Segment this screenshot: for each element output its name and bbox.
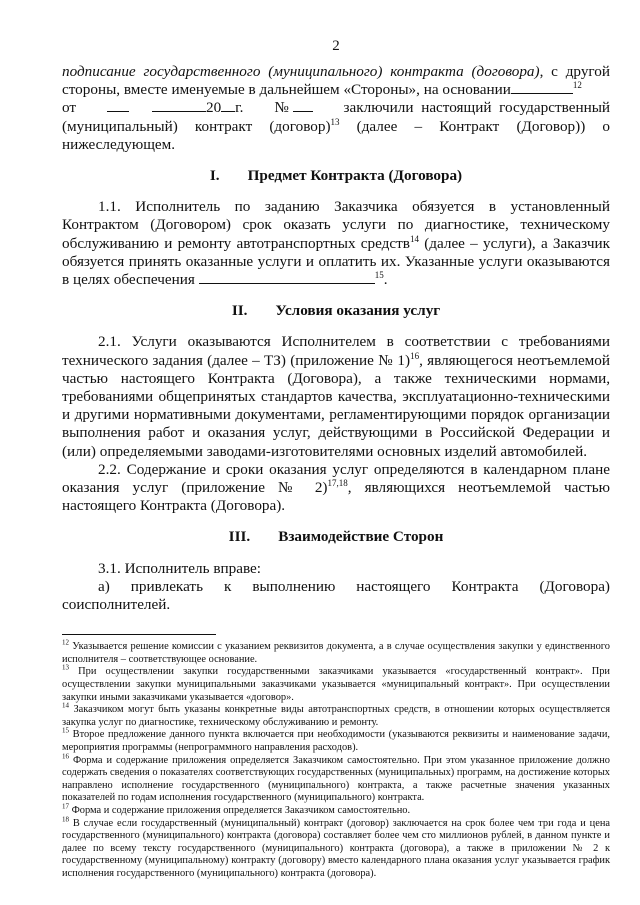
footnote-number: 17 [62, 802, 69, 811]
basis-blank [511, 81, 573, 94]
purpose-blank [199, 271, 375, 284]
year-blank [221, 99, 235, 112]
number-blank [293, 99, 313, 112]
section-2-number: II. [231, 302, 248, 320]
year-suffix: г. [235, 99, 244, 117]
section-3-title: Взаимодействие Сторон [278, 528, 444, 546]
footnotes [62, 638, 610, 880]
clause-2-2 [62, 461, 610, 516]
footnote-number: 14 [62, 701, 69, 710]
section-3-heading [62, 528, 610, 546]
footnote-14 [62, 701, 610, 729]
footnote-12 [62, 638, 610, 666]
footnote-text: Указывается решение комиссии с указанием реквизитов документа, а в случае осуществления закупки у единственного исполнителя – соответствующее основание. [62, 641, 610, 665]
day-blank [107, 99, 129, 112]
clause-2-2-text-b: , являющихся неотъемлемой частью настоящего Контракта (Договора). [62, 479, 611, 515]
footnote-text: Второе предложение данного пункта включается при необходимости (указываются реквизиты и наименование задачи, мероприятия программы (непрограммного направления расходов). [62, 729, 610, 754]
document-body [62, 63, 610, 614]
from-prefix: от [62, 99, 77, 117]
footnote-ref-16: 16 [410, 350, 420, 361]
footnote-number: 13 [62, 664, 69, 672]
section-1-number: I. [209, 167, 220, 185]
footnote-divider [62, 634, 216, 635]
page-number: 2 [332, 38, 340, 54]
footnote-ref-12: 12 [572, 80, 582, 91]
footnote-18 [62, 815, 610, 881]
year-text: 20 [205, 99, 222, 117]
clause-2-1-text-b: , являющегося неотъемлемой частью настоящего Контракта (Договора), а также техническими нормами, требованиями общепринятых стандартов качества, эксплуатационно-техническими и другими нормативными документами, регламентирующими порядок организации выполнения работ и оказания услуг, действующими в Российской Федерации и (или) определяемыми заводами-изготовителями основных изделий автомобилей. [62, 351, 611, 460]
footnote-text: В случае если государственный (муниципальный) контракт (договор) заключается на срок более чем три года и цена государственного (муниципального) контракта (договора) составляет более чем сто миллионов рублей, в данном пункте и далее по всему тексту государственного (муниципального) контракта (договора), а также в приложении № 2 к государственному (муниципальному) контракту (договору) вместо календарного плана оказания услуг указывается график исполнения государственного (муниципального) контракта (договора). [62, 817, 610, 879]
intro-text: , с другой стороны, вместе именуемые в дальнейшем «Стороны», на основании [62, 63, 610, 99]
footnote-number: 18 [62, 815, 69, 824]
section-2-heading [62, 302, 610, 320]
footnote-ref-13: 13 [330, 116, 340, 127]
section-1-heading [62, 167, 610, 185]
footnote-15 [62, 726, 610, 754]
footnote-number: 12 [62, 638, 69, 647]
footnote-ref-15: 15 [374, 269, 384, 280]
section-1-title: Предмет Контракта (Договора) [247, 167, 463, 185]
clause-3-1: 3.1. Исполнитель вправе: [98, 559, 261, 577]
clause-2-1 [62, 333, 610, 460]
clause-1-1-text-a: 1.1. Исполнитель по заданию Заказчика обязуется в установленный Контрактом (Договором) срок оказать услуги по диагностике, техническому обслуживанию и ремонту автотранспортных средств [62, 198, 610, 252]
clause-1-1-end: . [383, 271, 388, 289]
footnote-16 [62, 752, 610, 805]
concluded-text: заключили настоящий государственный (муниципальный) контракт (договор) [62, 99, 611, 135]
footnote-number: 16 [62, 752, 69, 761]
section-3-number: III. [228, 528, 251, 546]
intro-paragraph [62, 63, 610, 154]
clause-1-1-text-b: (далее – услуги), а Заказчик обязуется принять оказанные услуги и оплатить их. Указанные услуги оказываются в целях обеспечения [62, 234, 611, 289]
clause-3-1-a: а) привлекать к выполнению настоящего Контракта (Договора) соисполнителей. [62, 577, 610, 614]
clause-2-1-text-a: 2.1. Услуги оказываются Исполнителем в соответствии с требованиями технического задания (далее – ТЗ) (приложение № 1) [62, 333, 610, 369]
document-page [62, 38, 610, 881]
footnote-number: 15 [62, 726, 69, 735]
clause-1-1 [62, 198, 610, 289]
number-sign: № [274, 99, 293, 117]
footnote-text: Заказчиком могут быть указаны конкретные виды автотранспортных средств, в отношении которых осуществляется закупка услуг по диагностике, техническому обслуживанию и ремонту. [62, 704, 610, 728]
footnote-17 [62, 802, 610, 818]
clause-2-2-text-a: 2.2. Содержание и сроки оказания услуг определяются в календарном плане оказания услуг (приложение № 2) [62, 460, 610, 497]
intro-italic-text: подписание государственного (муниципального) контракта (договора) [62, 63, 540, 80]
footnote-13 [62, 666, 610, 704]
footnote-ref-14: 14 [409, 233, 419, 244]
footnote-text: При осуществлении закупки государственными заказчиками указывается «государственный контракт». При осуществлении закупки муниципальными заказчиками указывается «муниципальный контракт». При осуществлении закупки иными заказчиками указывается «договор». [62, 666, 610, 703]
footnote-ref-17-18: 17,18 [327, 478, 348, 488]
footnote-text: Форма и содержание приложения определяется Заказчиком самостоятельно. [69, 805, 411, 816]
footnote-text: Форма и содержание приложения определяется Заказчиком самостоятельно. При этом указанное приложение должно содержать сведения о показателях соответствующих государственных (муниципальных) программ, на достижение которых направлено исполнение государственного (муниципального) контракта, а также расчетные значения указанных показателей по годам исполнения государственного (муниципального) контракта. [62, 754, 610, 804]
section-2-title: Условия оказания услуг [275, 302, 441, 320]
month-blank [152, 99, 206, 112]
intro-tail: (далее – Контракт (Договор)) о нижеследующем. [62, 117, 610, 153]
